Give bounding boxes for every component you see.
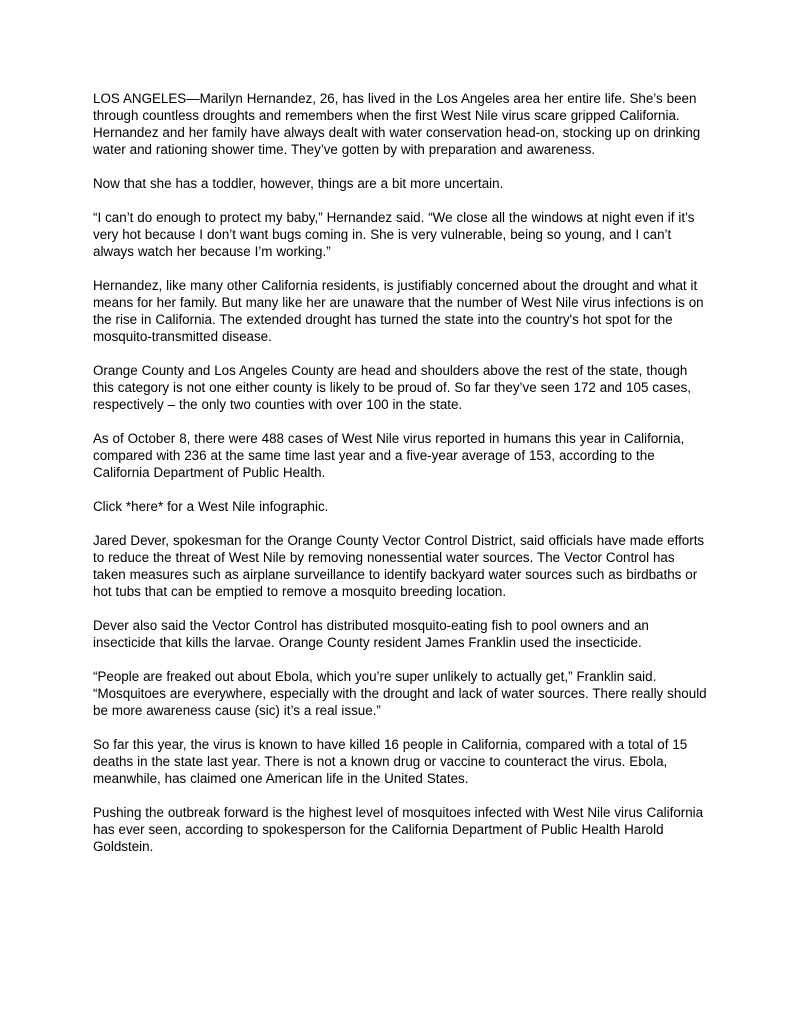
article-paragraph: As of October 8, there were 488 cases of West Nile virus reported in humans this year in California, compared with 236 at the same time last year and a five-year average of 153, according to the California Department of Public Health. [93, 431, 685, 480]
article-paragraph: So far this year, the virus is known to have killed 16 people in California, compared with a total of 15 deaths in the state last year. There is not a known drug or vaccine to counteract the virus. Ebola, meanwhile, has claimed one American life in the United States. [93, 737, 688, 786]
article-paragraph: Jared Dever, spokesman for the Orange County Vector Control District, said officials have made efforts to reduce the threat of West Nile by removing nonessential water sources. The Vector Control has taken measures such as airplane surveillance to identify backyard water sources such as birdbaths or hot tubs that can be emptied to remove a mosquito breeding location. [93, 533, 705, 599]
article-paragraph: Dever also said the Vector Control has distributed mosquito-eating fish to pool owners and an insecticide that kills the larvae. Orange County resident James Franklin used the insecticide. [93, 618, 649, 650]
article-paragraph: Now that she has a toddler, however, things are a bit more uncertain. [93, 176, 504, 191]
article-paragraph-lead: LOS ANGELES—Marilyn Hernandez, 26, has lived in the Los Angeles area her entire life. She’s been through countless droughts and remembers when the first West Nile virus scare gripped California. Hernandez and her family have always dealt with water conservation head-on, stocking up on drinking water and rationing shower time. They’ve gotten by with preparation and awareness. [93, 91, 701, 157]
article-paragraph: Orange County and Los Angeles County are head and shoulders above the rest of the state, though this category is not one either county is likely to be proud of. So far they’ve seen 172 and 105 cases, respectively – the only two counties with over 100 in the state. [93, 363, 692, 412]
article-paragraph-quote: “People are freaked out about Ebola, which you’re super unlikely to actually get,” Franklin said. “Mosquitoes are everywhere, especially with the drought and lack of water sources. There really should be more awareness cause (sic) it’s a real issue.” [93, 669, 707, 718]
article-paragraph: Pushing the outbreak forward is the highest level of mosquitoes infected with West Nile virus California has ever seen, according to spokesperson for the California Department of Public Health Harold Goldstein. [93, 805, 704, 854]
article-paragraph: Hernandez, like many other California residents, is justifiably concerned about the drought and what it means for her family. But many like her are unaware that the number of West Nile virus infections is on the rise in California. The extended drought has turned the state into the country's hot spot for the mosquito-transmitted disease. [93, 278, 704, 344]
article-body [93, 90, 710, 872]
article-paragraph-infographic-link-text: Click *here* for a West Nile infographic. [93, 499, 329, 514]
article-paragraph-quote: “I can’t do enough to protect my baby,” Hernandez said. “We close all the windows at night even if it’s very hot because I don’t want bugs coming in. She is very vulnerable, being so young, and I can’t always watch her because I’m working.” [93, 210, 695, 259]
